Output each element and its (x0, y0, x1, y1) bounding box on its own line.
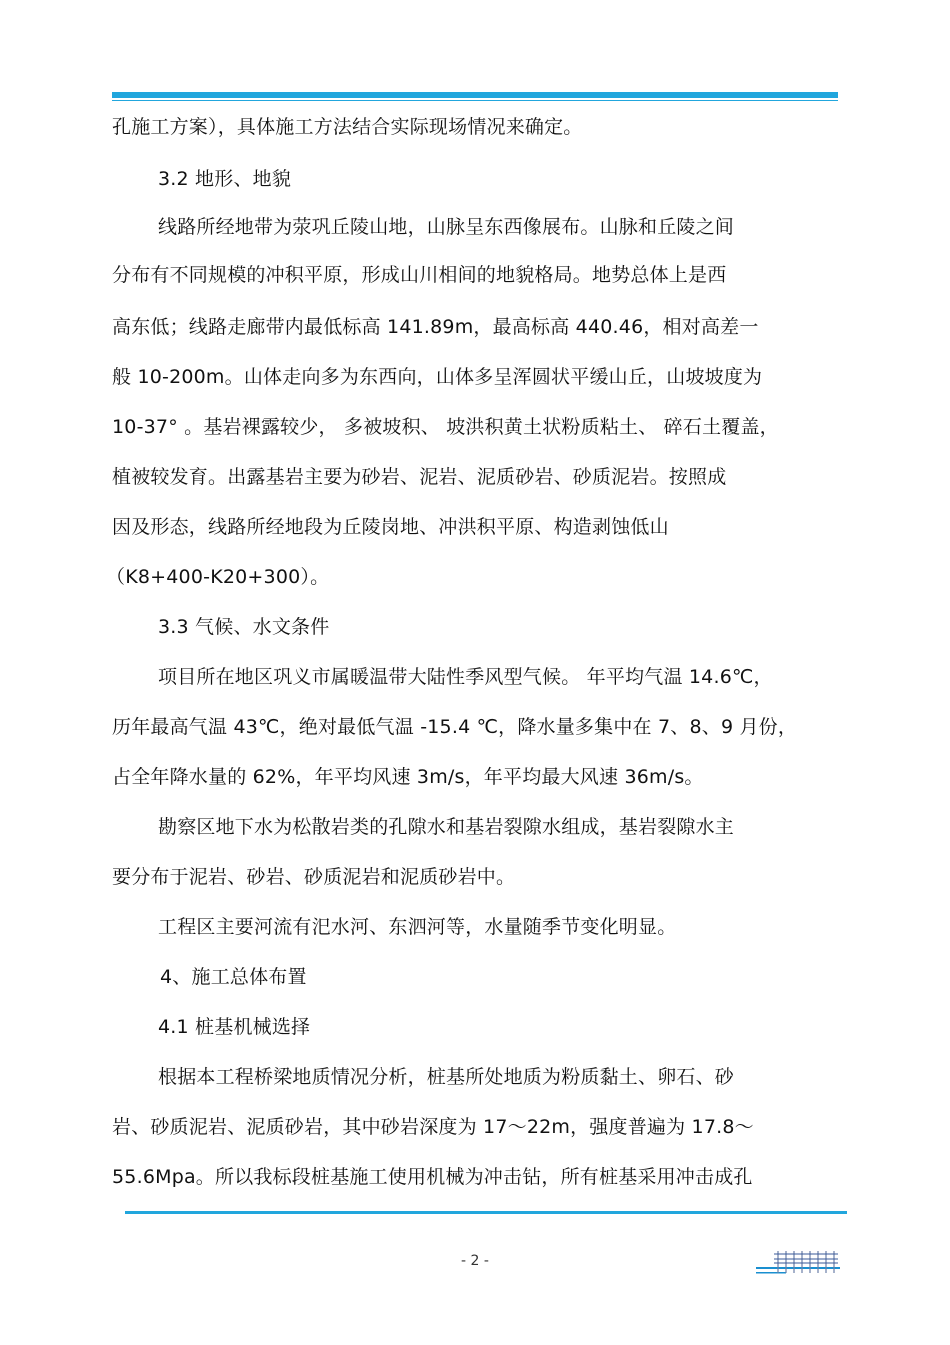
body-line: 分布有不同规模的冲积平原，形成山川相间的地貌格局。地势总体上是西 (112, 264, 727, 286)
section-heading-3-2: 3.2 地形、地貌 (158, 168, 292, 190)
page-number: - 2 - (461, 1253, 489, 1269)
section-heading-3-3: 3.3 气候、水文条件 (158, 616, 330, 638)
body-line: 工程区主要河流有汜水河、东泗河等，水量随季节变化明显。 (158, 916, 677, 938)
body-line: 因及形态，线路所经地段为丘陵岗地、冲洪积平原、构造剥蚀低山 (112, 516, 669, 538)
header-rule-thin (112, 100, 838, 101)
header-rule (112, 92, 838, 98)
body-line: 勘察区地下水为松散岩类的孔隙水和基岩裂隙水组成，基岩裂隙水主 (158, 816, 735, 838)
footer-rule (125, 1211, 847, 1214)
body-line: 项目所在地区巩义市属暖温带大陆性季风型气候。 年平均气温 14.6℃， (158, 666, 773, 688)
body-line: 般 10-200m。山体走向多为东西向，山体多呈浑圆状平缓山丘，山坡坡度为 (112, 366, 763, 388)
body-line: 根据本工程桥梁地质情况分析，桩基所处地质为粉质黏土、卵石、砂 (158, 1066, 735, 1088)
body-line: 要分布于泥岩、砂岩、砂质泥岩和泥质砂岩中。 (112, 866, 516, 888)
body-line: （K8+400-K20+300）。 (106, 566, 330, 588)
body-line: 植被较发育。出露基岩主要为砂岩、泥岩、泥质砂岩、砂质泥岩。按照成 (112, 466, 727, 488)
body-line: 历年最高气温 43℃，绝对最低气温 -15.4 ℃，降水量多集中在 7、8、9 月份， (112, 716, 798, 738)
body-line: 岩、砂质泥岩、泥质砂岩，其中砂岩深度为 17～22m，强度普遍为 17.8～ (112, 1116, 754, 1138)
body-line: 10-37° 。基岩裸露较少， 多被坡积、 坡洪积黄土状粉质粘土、 碎石土覆盖， (112, 416, 779, 438)
body-line: 线路所经地带为荥巩丘陵山地，山脉呈东西像展布。山脉和丘陵之间 (158, 216, 735, 238)
body-line: 高东低；线路走廊带内最低标高 141.89m，最高标高 440.46，相对高差一 (112, 316, 759, 338)
body-line: 55.6Mpa。所以我标段桩基施工使用机械为冲击钻，所有桩基采用冲击成孔 (112, 1166, 753, 1188)
section-heading-4: 4、施工总体布置 (160, 966, 307, 988)
section-heading-4-1: 4.1 桩基机械选择 (158, 1016, 311, 1038)
body-line: 孔施工方案），具体施工方法结合实际现场情况来确定。 (112, 116, 583, 138)
body-line: 占全年降水量的 62%，年平均风速 3m/s，年平均最大风速 36m/s。 (112, 766, 704, 788)
company-logo-icon (752, 1245, 844, 1279)
